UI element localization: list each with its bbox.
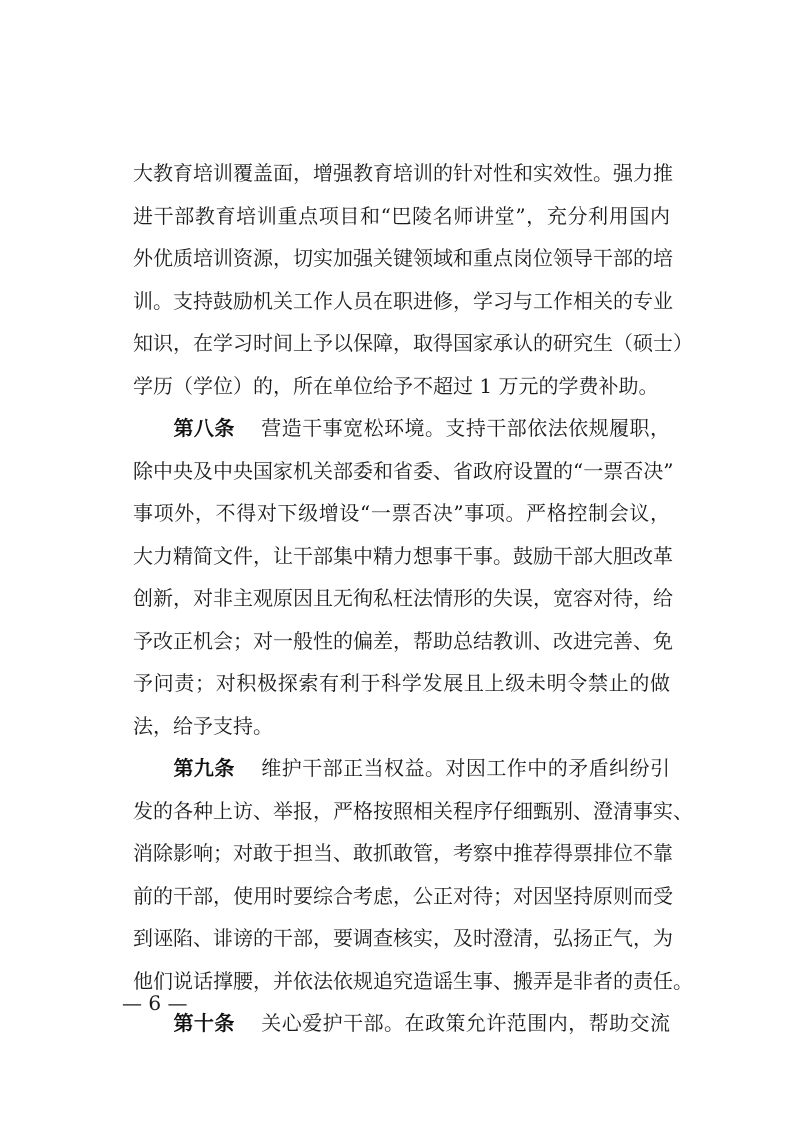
text-line: 训。支持鼓励机关工作人员在职进修，学习与工作相关的专业 [133, 288, 673, 313]
text-line: 前的干部，使用时要综合考虑，公正对待；对因坚持原则而受 [133, 883, 673, 908]
article-first-line-text: 关心爱护干部。在政策允许范围内，帮助交流 [260, 1011, 671, 1035]
article-8 [133, 407, 674, 747]
text-line: 他们说话撑腰，并依法依规追究造谣生事、搬弄是非者的责任。 [133, 968, 693, 993]
text-line: 大教育培训覆盖面，增强教育培训的针对性和实效性。强力推 [133, 161, 673, 185]
text-line: 到诬陷、诽谤的干部，要调查核实，及时澄清，弘扬正气，为 [133, 926, 673, 950]
page-number: — 6 — [122, 991, 188, 1015]
text-line: 进干部教育培训重点项目和“巴陵名师讲堂”，充分利用国内 [133, 203, 670, 228]
article-heading: 第九条 [173, 756, 235, 780]
text-line: 予改正机会；对一般性的偏差，帮助总结教训、改进完善、免 [133, 628, 673, 653]
text-line: 外优质培训资源，切实加强关键领域和重点岗位领导干部的培 [133, 246, 673, 270]
document-body [133, 152, 693, 1045]
text-line: 除中央及中央国家机关部委和省委、省政府设置的“一票否决” [133, 458, 674, 483]
text-line: 知识，在学习时间上予以保障，取得国家承认的研究生（硕士） [133, 331, 693, 355]
article-heading: 第八条 [173, 416, 235, 440]
text-line: 学历（学位）的，所在单位给予不超过 1 万元的学费补助。 [133, 373, 659, 398]
text-line: 创新，对非主观原因且无徇私枉法情形的失误，宽容对待，给 [133, 586, 673, 610]
text-line: 法，给予支持。 [133, 713, 273, 738]
paragraph-continuation [133, 152, 693, 407]
article-first-line [133, 1002, 670, 1045]
article-first-line [133, 407, 670, 450]
article-10 [133, 1002, 670, 1045]
article-first-line-text: 营造干事宽松环境。支持干部依法依规履职， [260, 416, 671, 440]
article-heading: 第十条 [173, 1011, 235, 1035]
text-line: 消除影响；对敢于担当、敢抓敢管，考察中推荐得票排位不靠 [133, 841, 673, 865]
article-first-line-text: 维护干部正当权益。对因工作中的矛盾纠纷引 [260, 756, 671, 780]
article-first-line [133, 747, 670, 790]
text-line: 事项外，不得对下级增设“一票否决”事项。严格控制会议， [133, 501, 670, 525]
text-line: 大力精简文件，让干部集中精力想事干事。鼓励干部大胆改革 [133, 543, 673, 568]
text-line: 予问责；对积极探索有利于科学发展且上级未明令禁止的做 [133, 671, 670, 695]
article-9 [133, 747, 693, 1002]
text-line: 发的各种上访、举报，严格按照相关程序仔细甄别、澄清事实、 [133, 798, 693, 823]
